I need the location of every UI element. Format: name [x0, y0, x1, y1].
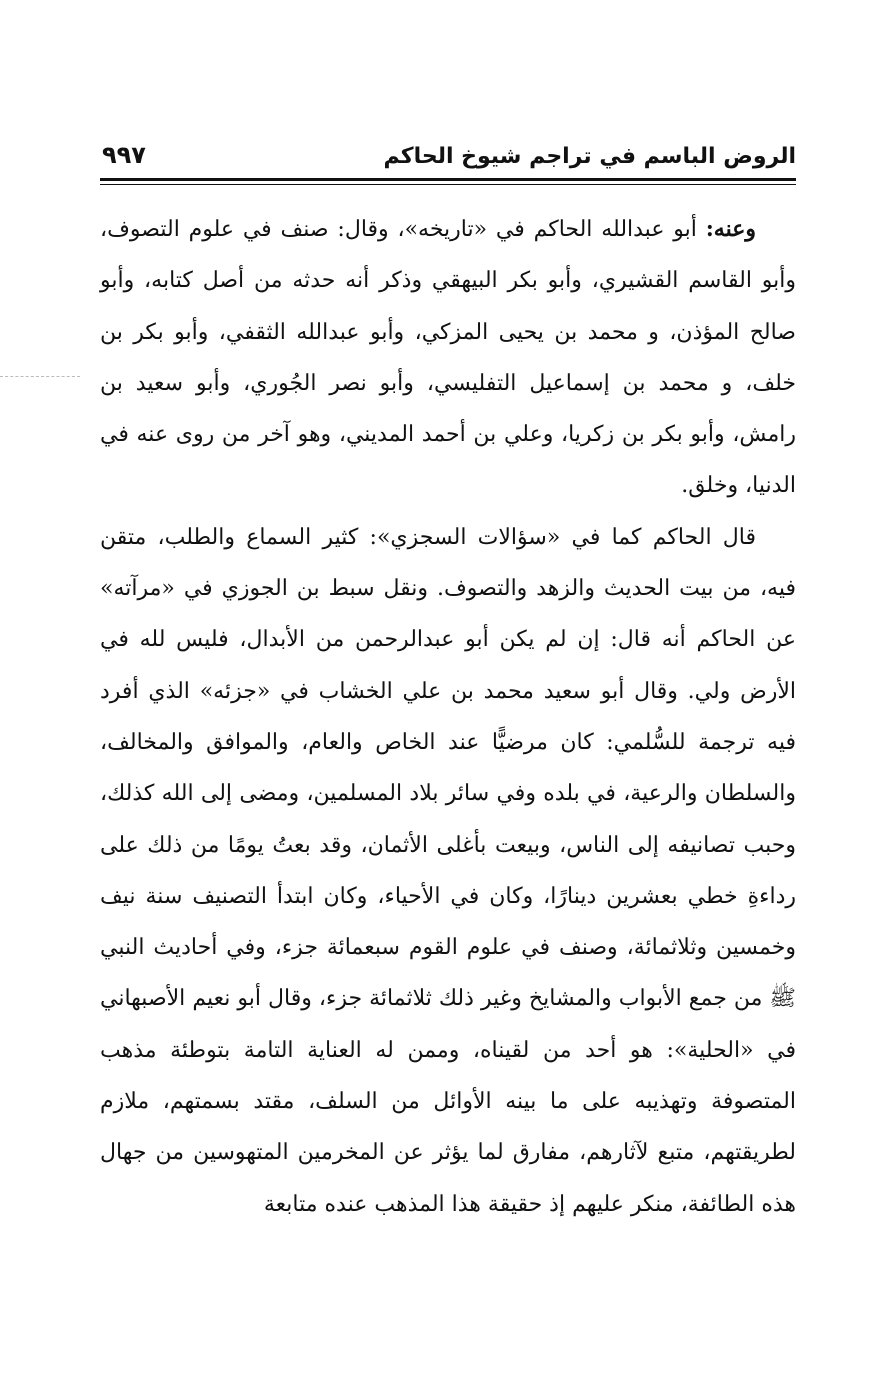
paragraph-text: أبو عبدالله الحاكم في «تاريخه»، وقال: صنف في علوم التصوف، وأبو القاسم القشيري، وأبو بكر البيهقي وذكر أنه حدثه من أصل كتابه، وأبو صالح المؤذن، و محمد بن يحيى المزكي، وأبو عبدالله الثقفي، وأبو بكر بن خلف، و محمد بن إسماعيل التفليسي، وأبو نصر الجُوري، وأبو سعيد بن رامش، وأبو بكر بن زكريا، وعلي بن أحمد المديني، وهو آخر من روى عنه في الدنيا، وخلق. [100, 217, 796, 499]
paragraph-lead-word: وعنه: [705, 216, 756, 242]
paragraph-1 [100, 204, 796, 512]
page-number: ٩٩٧ [102, 141, 146, 169]
margin-scan-mark [0, 376, 80, 377]
header-rule-thick [100, 178, 796, 181]
body-text [100, 204, 796, 1230]
paragraph-text: قال الحاكم كما في «سؤالات السجزي»: كثير السماع والطلب، متقن فيه، من بيت الحديث والزهد والتصوف. ونقل سبط بن الجوزي في «مرآته» عن الحاكم أنه قال: إن لم يكن أبو عبدالرحمن من الأبدال، فليس لله في الأرض ولي. وقال أبو سعيد محمد بن علي الخشاب في «جزئه» الذي أفرد فيه ترجمة للسُّلمي: كان مرضيًّا عند الخاص والعام، والموافق والمخالف، والسلطان والرعية، في بلده وفي سائر بلاد المسلمين، ومضى إلى الله كذلك، وحبب تصانيفه إلى الناس، وبيعت بأغلى الأثمان، وقد بعتُ يومًا من ذلك على رداءةِ خطي بعشرين دينارًا، وكان في الأحياء، وكان ابتدأ التصنيف سنة نيف وخمسين وثلاثمائة، وصنف في علوم القوم سبعمائة جزء، وفي أحاديث النبي ﷺ من جمع الأبواب والمشايخ وغير ذلك ثلاثمائة جزء، وقال أبو نعيم الأصبهاني في «الحلية»: هو أحد من لقيناه، وممن له العناية التامة بتوطئة مذهب المتصوفة وتهذيبه على ما بينه الأوائل من السلف، مقتد بسمتهم، ملازم لطريقتهم، متبع لآثارهم، مفارق لما يؤثر عن المخرمين المتهوسين من جهال هذه الطائفة، منكر عليهم إذ حقيقة هذا المذهب عنده متابعة [100, 524, 796, 1217]
book-page [100, 0, 796, 1393]
page-header [100, 140, 796, 174]
running-title: الروض الباسم في تراجم شيوخ الحاكم [383, 144, 796, 169]
header-rule-thin [100, 184, 796, 185]
paragraph-2 [100, 512, 796, 1230]
